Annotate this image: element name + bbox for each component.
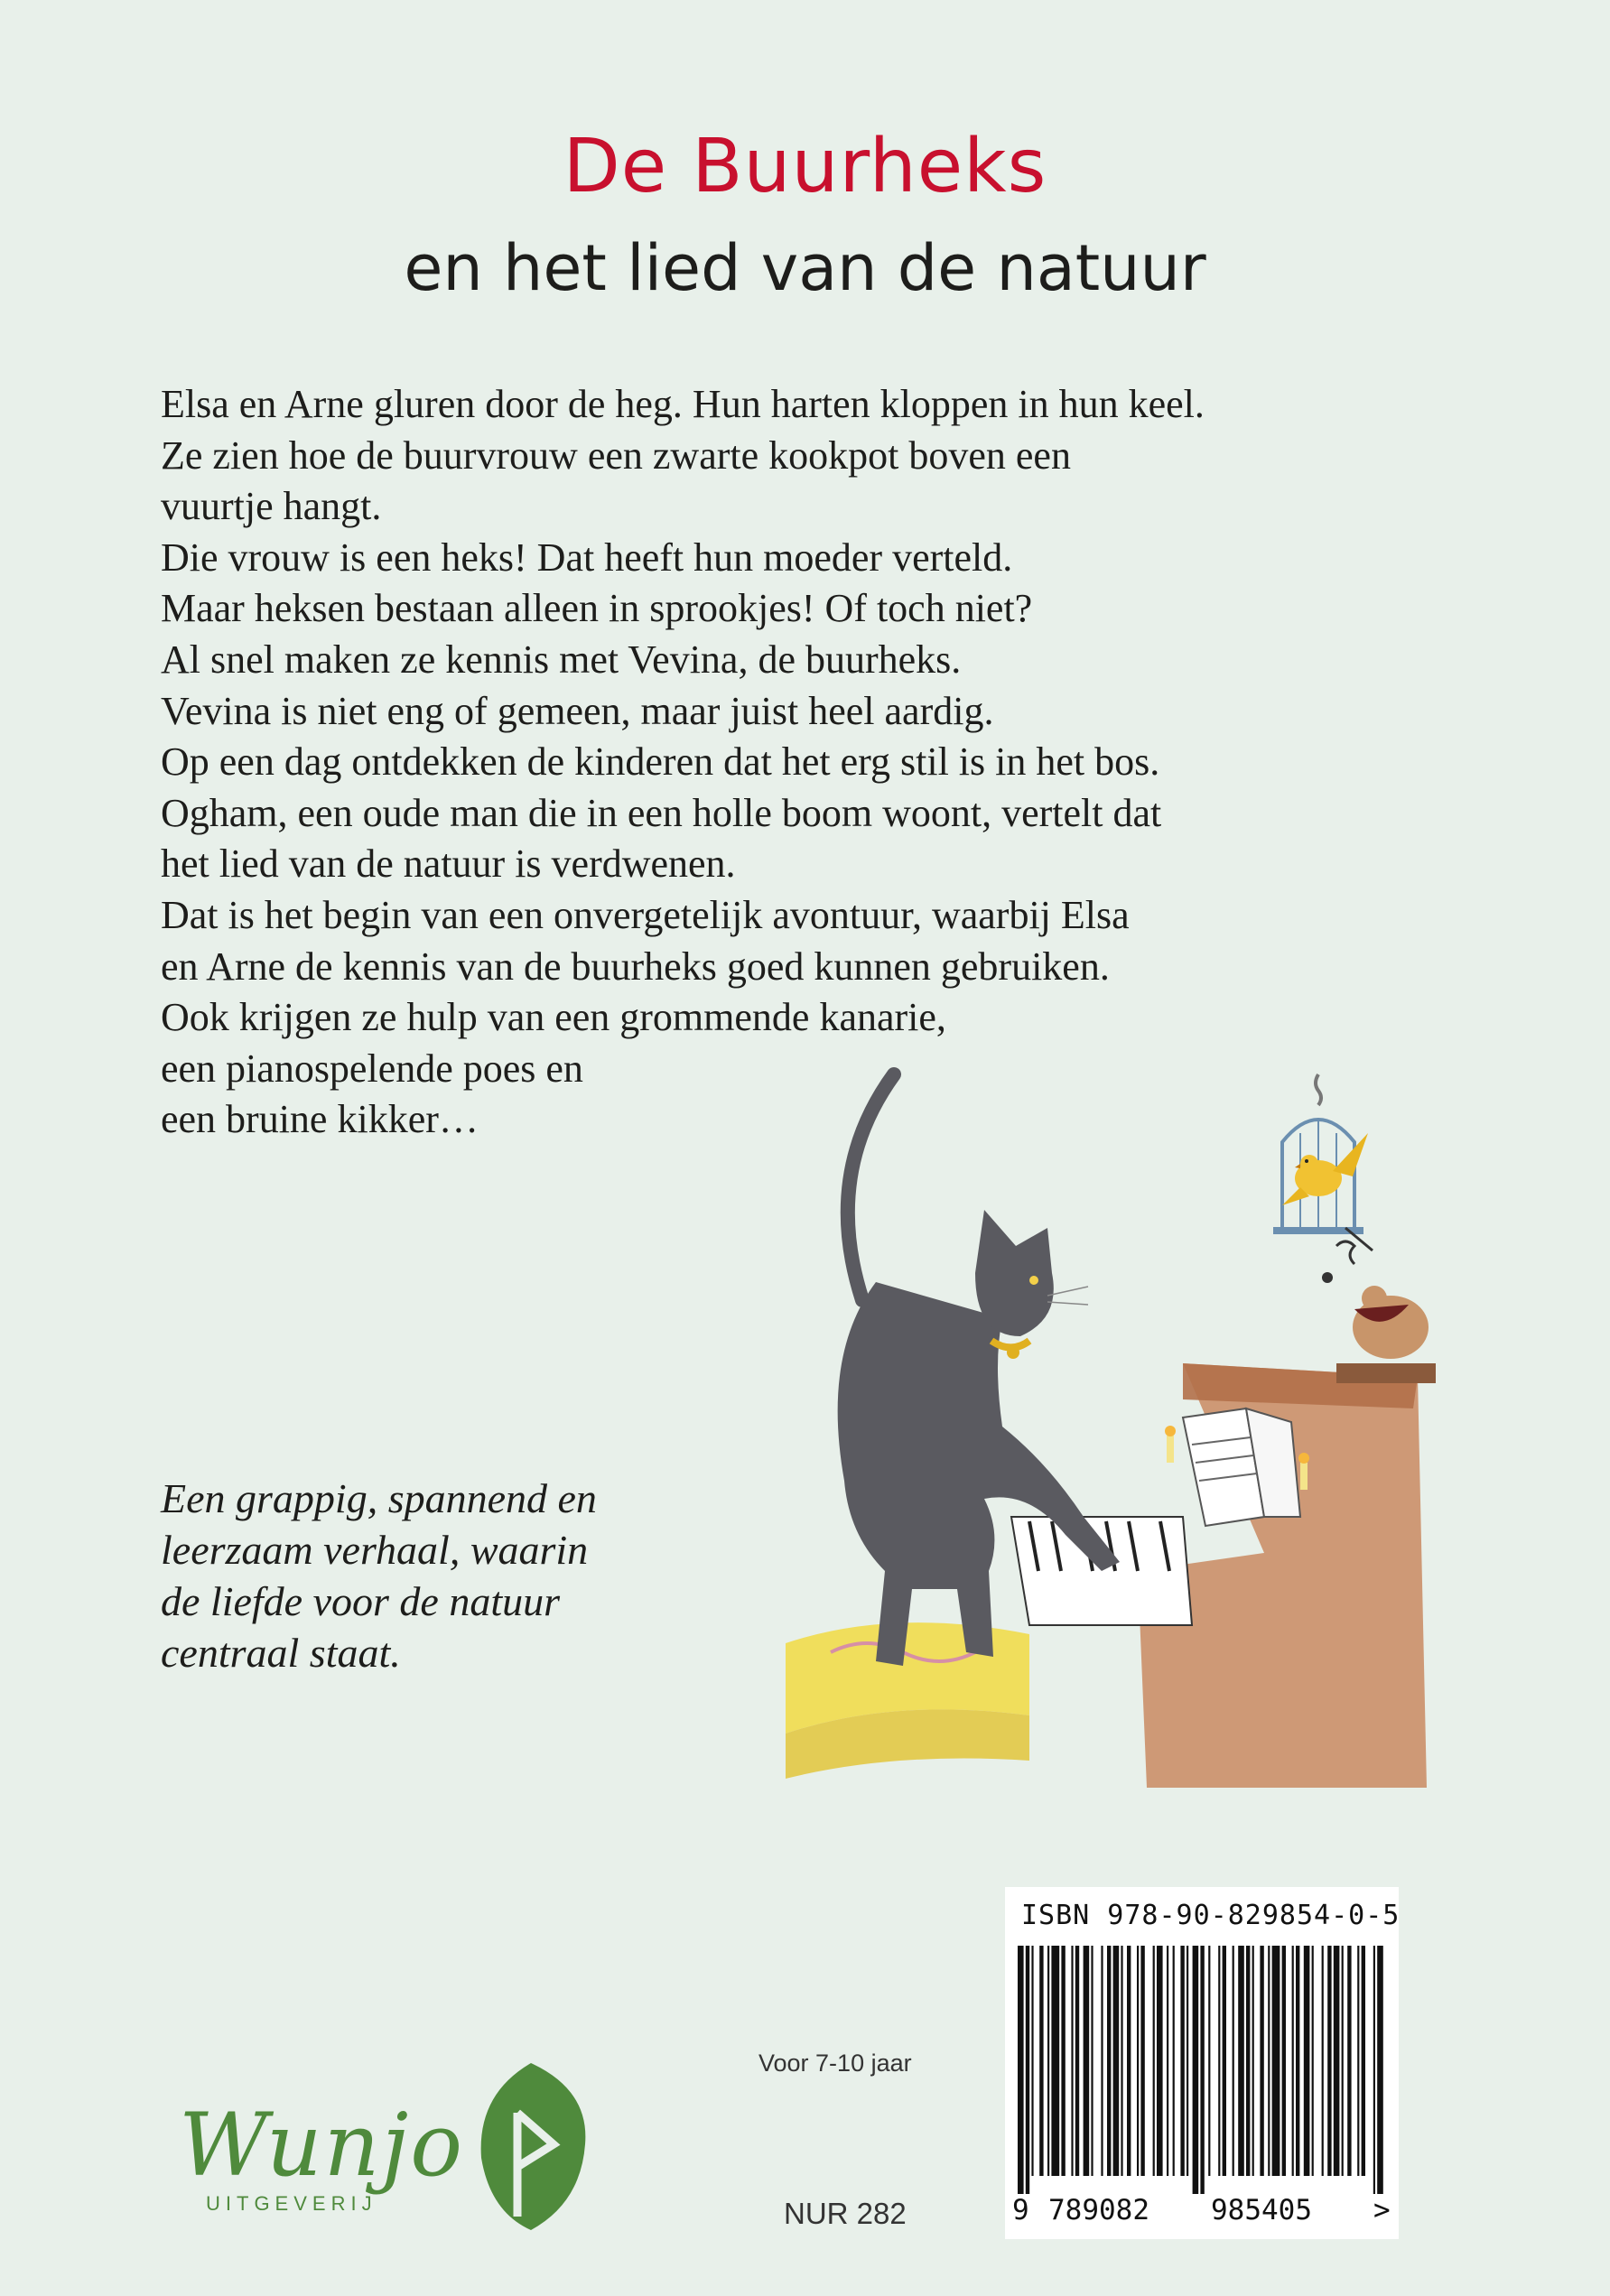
tagline-line: Een grappig, spannend en <box>161 1475 597 1521</box>
barcode-bar <box>1071 1946 1073 2176</box>
barcode-bar <box>1327 1946 1331 2176</box>
blurb-line: Ook krijgen ze hulp van een grommende kanarie, <box>161 995 946 1040</box>
blurb-line: Die vrouw is een heks! Dat heeft hun moeder verteld. <box>161 534 1013 580</box>
publisher-name: Wunjo <box>179 2095 464 2196</box>
barcode-bar <box>1180 1946 1184 2176</box>
barcode-bar <box>1107 1946 1111 2176</box>
barcode-bar <box>1039 1946 1043 2176</box>
barcode-digit-group: > <box>1373 2194 1391 2226</box>
publisher-logo <box>161 2059 594 2239</box>
book-title: De Buurheks <box>563 124 1047 209</box>
blurb-line: Vevina is niet eng of gemeen, maar juist heel aardig. <box>161 688 994 733</box>
isbn-number: ISBN 978-90-829854-0-5 <box>1021 1900 1401 1931</box>
barcode-bar <box>1233 1946 1234 2176</box>
barcode-bar <box>1260 1946 1263 2176</box>
barcode-bar <box>1292 1946 1294 2176</box>
barcode-bar <box>1173 1946 1175 2176</box>
barcode-bar <box>1223 1946 1226 2176</box>
barcode-bar <box>1061 1946 1065 2176</box>
blurb-line: een pianospelende poes en <box>161 1046 583 1091</box>
tagline <box>161 1473 793 1678</box>
barcode-digit-group: 789082 <box>1048 2194 1149 2226</box>
blurb-line: Elsa en Arne gluren door de heg. Hun harten kloppen in hun keel. <box>161 382 1205 426</box>
barcode-bar <box>1167 1946 1168 2176</box>
barcode-bar <box>1140 1946 1144 2176</box>
barcode-bar <box>1246 1946 1250 2176</box>
barcode-bar <box>1187 1946 1188 2176</box>
barcode-bar <box>1075 1946 1079 2176</box>
blurb-line: Dat is het begin van een onvergetelijk avontuur, waarbij Elsa <box>161 892 1130 937</box>
barcode-bar <box>1362 1946 1365 2176</box>
barcode-bar <box>1218 1946 1220 2176</box>
blurb-line: een bruine kikker… <box>161 1097 479 1142</box>
barcode-bars <box>1014 1946 1384 2194</box>
blurb-line: Ogham, een oude man die in een holle boom woont, vertelt dat <box>161 790 1162 835</box>
barcode-digit-group: 985405 <box>1211 2194 1312 2226</box>
barcode-bar <box>1031 1946 1033 2176</box>
barcode-bar <box>1137 1946 1139 2176</box>
cat-piano-illustration <box>758 1065 1463 1788</box>
barcode-bar <box>1121 1946 1122 2176</box>
barcode-bar <box>1282 1946 1286 2176</box>
barcode-bar <box>1127 1946 1131 2176</box>
barcode-bar <box>1091 1946 1093 2176</box>
barcode-bar <box>1304 1946 1310 2176</box>
barcode-bar <box>1268 1946 1270 2176</box>
barcode-bar <box>1047 1946 1049 2176</box>
nur-label: NUR 282 <box>784 2197 907 2230</box>
publisher-subtitle: UITGEVERIJ <box>206 2192 377 2215</box>
blurb-line: Op een dag ontdekken de kinderen dat het erg stil is in het bos. <box>161 739 1160 785</box>
barcode-bar <box>1193 1946 1199 2194</box>
barcode-bar <box>1377 1946 1383 2194</box>
barcode-bar <box>1296 1946 1299 2176</box>
barcode-bar <box>1238 1946 1244 2176</box>
barcode-digit-group: 9 <box>1012 2194 1029 2226</box>
barcode-bar <box>1322 1946 1324 2176</box>
blurb-line: het lied van de natuur is verdwenen. <box>161 841 736 887</box>
blurb-line: en Arne de kennis van de buurheks goed kunnen gebruiken. <box>161 943 1110 989</box>
blurb-line: Al snel maken ze kennis met Vevina, de buurheks. <box>161 637 962 682</box>
blurb-line: Ze zien hoe de buurvrouw een zwarte kookpot boven een <box>161 432 1071 478</box>
leaf-logo-icon <box>468 2059 594 2235</box>
barcode-bar <box>1157 1946 1163 2176</box>
barcode-bar <box>1334 1946 1340 2176</box>
tagline-line: centraal staat. <box>161 1630 401 1676</box>
barcode-bar <box>1153 1946 1155 2176</box>
tagline-line: leerzaam verhaal, waarin <box>161 1527 589 1573</box>
barcode-bar <box>1018 1946 1024 2194</box>
barcode-bar <box>1051 1946 1059 2176</box>
tagline-line: de liefde voor de natuur <box>161 1578 561 1624</box>
blurb-line: vuurtje hangt. <box>161 484 382 529</box>
barcode-bar <box>1113 1946 1120 2176</box>
barcode-bar <box>1026 1946 1029 2194</box>
barcode-bar <box>1357 1946 1359 2176</box>
blurb-text <box>161 379 1470 1146</box>
barcode-bar <box>1342 1946 1344 2176</box>
barcode-bar <box>1312 1946 1314 2176</box>
blurb-line: Maar heksen bestaan alleen in sprookjes! Of toch niet? <box>161 586 1033 631</box>
barcode-bar <box>1252 1946 1254 2176</box>
barcode-bar <box>1200 1946 1204 2194</box>
book-subtitle: en het lied van de natuur <box>404 231 1206 305</box>
barcode-bar <box>1347 1946 1351 2176</box>
age-label: Voor 7-10 jaar <box>758 2050 912 2077</box>
barcode-bar <box>1084 1946 1090 2176</box>
barcode-bar <box>1101 1946 1103 2176</box>
barcode-bar <box>1272 1946 1280 2176</box>
isbn-barcode <box>1005 1887 1399 2239</box>
barcode-bar <box>1208 1946 1210 2176</box>
barcode-bar <box>1373 1946 1375 2194</box>
